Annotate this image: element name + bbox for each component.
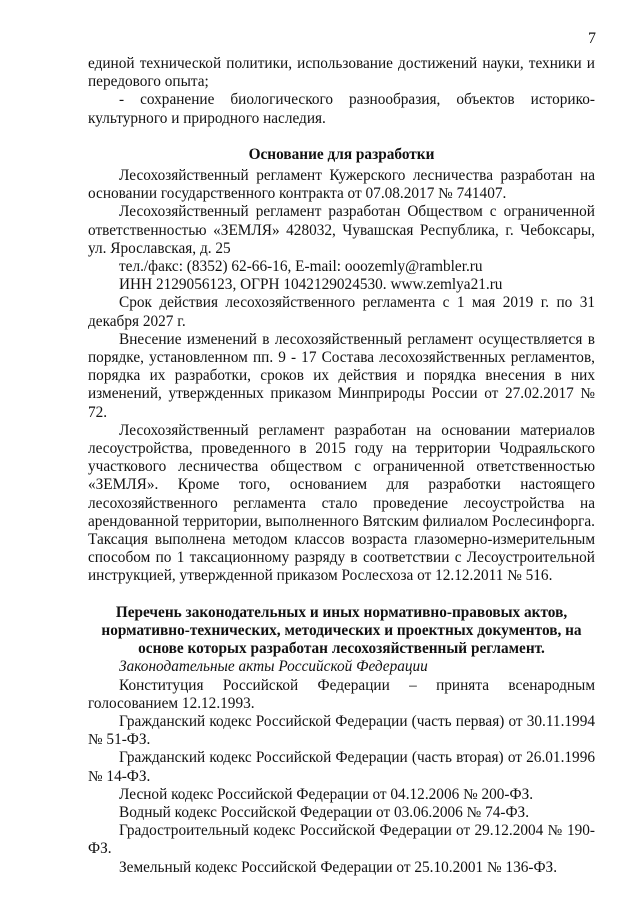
list-item-constitution: Конституция Российской Федерации – принята всенародным голосованием 12.12.1993. [88,676,595,712]
section-heading-legal-acts: Перечень законодательных и иных нормативно-правовых актов, нормативно-технических, методических и проектных документов, на основе которых разработан лесохозяйственный регламент. [101,603,582,658]
list-item-biodiversity: - сохранение биологического разнообразия, объектов историко-культурного и природного наследия. [88,91,595,127]
subheading-federal-laws: Законодательные акты Российской Федерации [119,658,428,676]
paragraph-developer: Лесохозяйственный регламент разработан Обществом с ограниченной ответственностью «ЗЕМЛЯ» 428032, Чувашская Республика, г. Чебоксары, ул. Ярославская, д. 25 [88,203,595,257]
paragraph-continuation: единой технической политики, использование достижений науки, техники и передового опыта; [88,55,595,91]
section-heading-basis: Основание для разработки [248,145,435,163]
list-item-water-code: Водный кодекс Российской Федерации от 03.06.2006 № 74-ФЗ. [119,803,530,821]
list-item-land-code: Земельный кодекс Российской Федерации от 25.10.2001 № 136-ФЗ. [119,858,558,876]
paragraph-materials: Лесохозяйственный регламент разработан на основании материалов лесоустройства, проведенного в 2015 году на территории Чодраяльского участкового лесничества обществом с ограниченной ответственностью «ЗЕМЛЯ». Кроме того, основанием для разработки настоящего лесохозяйственного регламента стало проведение лесоустройства на арендованной территории, выполненного Вятским филиалом Рослесинфорга. Таксация выполнена методом классов возраста глазомерно-измерительным способом по 1 таксационному разряду в соответствии с Лесоустроительной инструкцией, утвержденной приказом Рослесхоза от 12.12.2011 № 516. [88,421,595,585]
paragraph-contacts: тел./факс: (8352) 62-66-16, E-mail: ooozemly@rambler.ru [119,258,483,276]
page-body [88,55,595,877]
list-item-urban-code: Градостроительный кодекс Российской Федерации от 29.12.2004 № 190-ФЗ. [88,822,595,858]
page-number: 7 [588,30,596,47]
list-item-civil-code-2: Гражданский кодекс Российской Федерации (часть вторая) от 26.01.1996 № 14-ФЗ. [88,749,595,785]
list-item-civil-code-1: Гражданский кодекс Российской Федерации (часть первая) от 30.11.1994 № 51-ФЗ. [88,712,595,749]
paragraph-registration: ИНН 2129056123, ОГРН 1042129024530. www.zemlya21.ru [119,276,503,294]
list-item-forest-code: Лесной кодекс Российской Федерации от 04.12.2006 № 200-ФЗ. [119,785,534,803]
paragraph-amendments: Внесение изменений в лесохозяйственный регламент осуществляется в порядке, установленном пп. 9 - 17 Состава лесохозяйственных регламентов, порядка их разработки, сроков их действия и порядка внесения в них изменений, утвержденных приказом Минприроды России от 27.02.2017 № 72. [88,330,595,421]
paragraph-contract: Лесохозяйственный регламент Кужерского лесничества разработан на основании государственного контракта от 07.08.2017 № 741407. [88,167,595,203]
paragraph-validity: Срок действия лесохозяйственного регламента с 1 мая 2019 г. по 31 декабря 2027 г. [88,294,595,330]
